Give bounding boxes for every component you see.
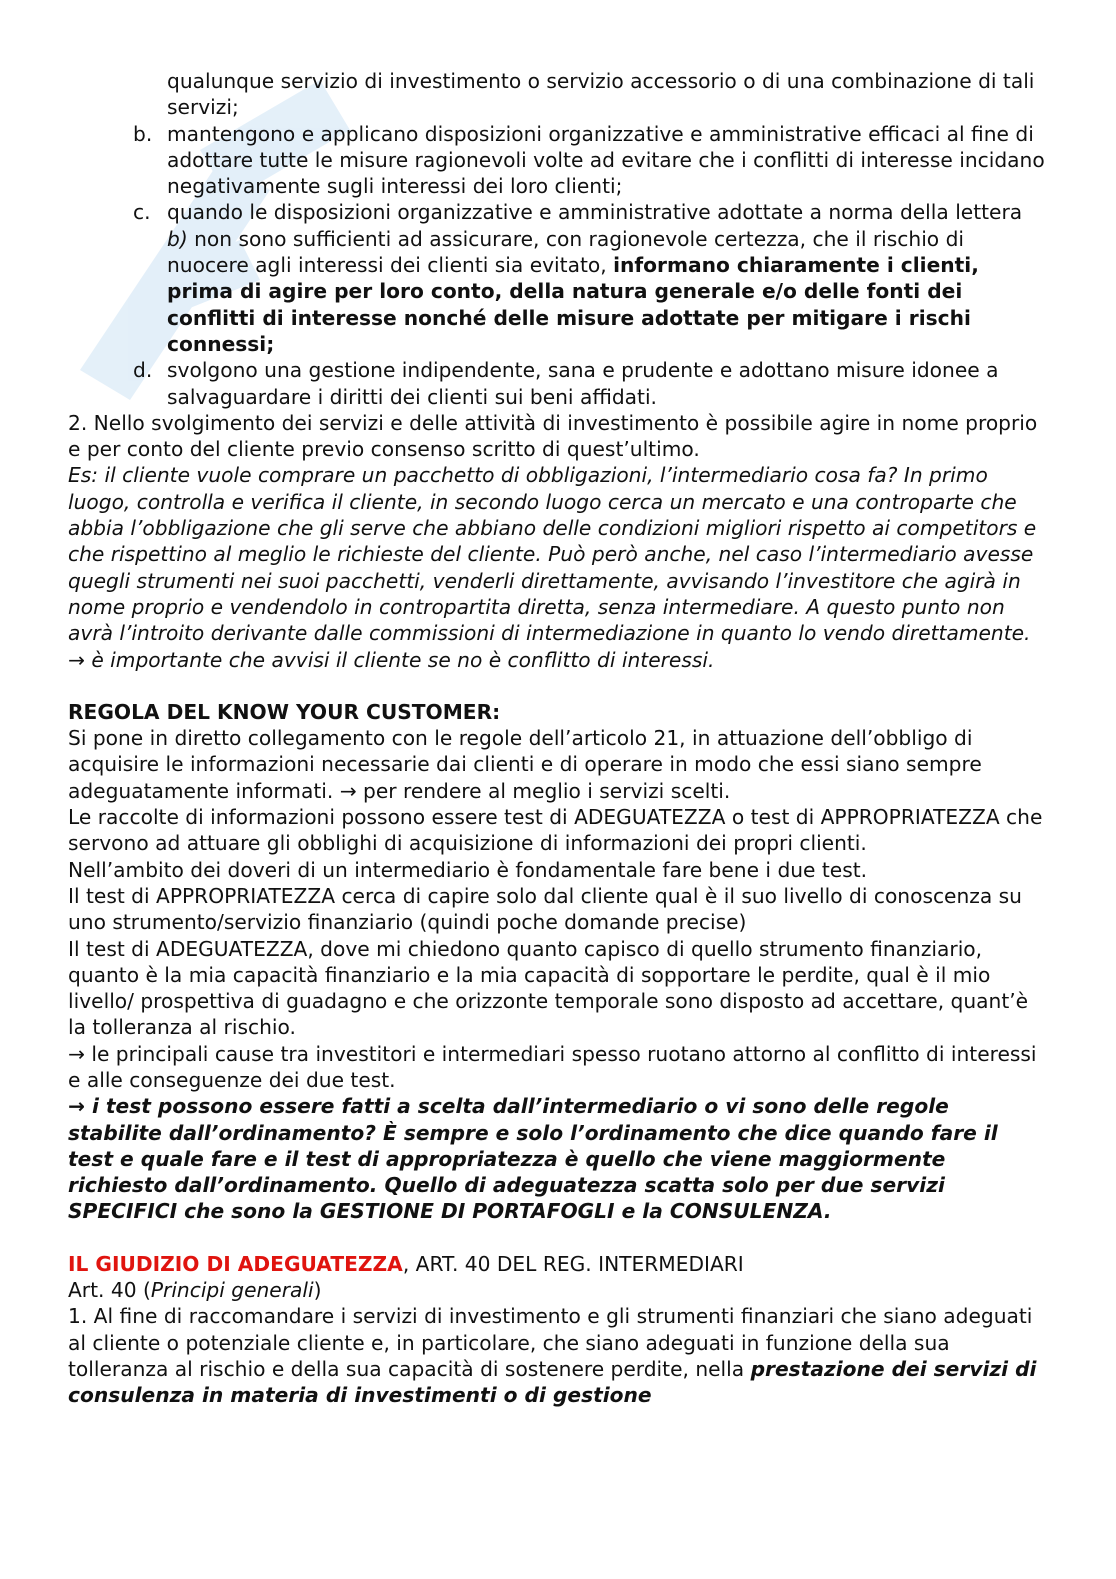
list-text-b: mantengono e applicano disposizioni organizzative e amministrative efficaci al fine di adottare tutte le misure ragionevoli volte ad evitare che i conflitti di interesse incidano negativamente sugli interessi dei loro clienti; [167, 121, 1045, 199]
art40-prefix: Art. 40 ( [68, 1278, 151, 1303]
art40-point-1 [68, 1303, 1048, 1408]
art40-title [68, 1277, 1048, 1303]
kyc-bold-italic-paragraph: → i test possono essere fatti a scelta dall’intermediario o vi sono delle regole stabilite dall’ordinamento? È sempre e solo l’ordinamento che dice quando fare il test e quale fare e il test di appropriatezza è quello che viene maggiormente richiesto dall’ordinamento. Quello di adeguatezza scatta solo per due servizi SPECIFICI che sono la GESTIONE DI PORTAFOGLI e la CONSULENZA. [68, 1094, 998, 1224]
heading-giudizio-rest: , ART. 40 DEL REG. INTERMEDIARI [402, 1251, 744, 1276]
kyc-paragraph-4: Il test di APPROPRIATEZZA cerca di capire solo dal cliente qual è il suo livello di conoscenza su uno strumento/servizio finanziario (quindi poche domande precise) [68, 883, 1022, 935]
list-item-b [68, 121, 1048, 200]
art40-italic: Principi generali [150, 1278, 314, 1303]
list-marker-b: b. [133, 121, 153, 146]
list-text-d: svolgono una gestione indipendente, sana e prudente e adottano misure idonee a salvaguardare i diritti dei clienti sui beni affidati. [167, 358, 999, 409]
kyc-paragraph-5: Il test di ADEGUATEZZA, dove mi chiedono quanto capisco di quello strumento finanziario, quanto è la mia capacità finanziario e la mia capacità di sopportare le perdite, qual è il mio livello/ prospettiva di guadagno e che orizzonte temporale sono disposto ad accettare, quant’è la tolleranza al rischio. [68, 936, 1029, 1040]
list-continuation: qualunque servizio di investimento o servizio accessorio o di una combinazione di tali servizi; [167, 69, 1035, 120]
list-text-c-italic: b) [167, 226, 188, 251]
art40-suffix: ) [313, 1278, 322, 1303]
kyc-paragraph-2: Le raccolte di informazioni possono essere test di ADEGUATEZZA o test di APPROPRIATEZZA che servono ad attuare gli obblighi di acquisizione di informazioni dei propri clienti. [68, 805, 1043, 856]
kyc-paragraph-6: → le principali cause tra investitori e intermediari spesso ruotano attorno al conflitto di interessi e alle conseguenze dei due test. [68, 1041, 1037, 1092]
list-item-c [68, 199, 1048, 357]
list-marker-d: d. [133, 358, 153, 383]
list-marker-c: c. [133, 200, 151, 225]
point-2: 2. Nello svolgimento dei servizi e delle attività di investimento è possibile agire in nome proprio e per conto del cliente previo consenso scritto di quest’ultimo. [68, 410, 1038, 462]
list-item-d [68, 357, 1048, 410]
kyc-paragraph-3: Nell’ambito dei doveri di un intermediario è fondamentale fare bene i due test. [68, 857, 868, 882]
heading-giudizio [68, 1251, 1048, 1277]
example-paragraph: Es: il cliente vuole comprare un pacchetto di obbligazioni, l’intermediario cosa fa? In primo luogo, controlla e verifica il cliente, in secondo luogo cerca un mercato e una controparte che abbia l’obbligazione che gli serve che abbiano delle condizioni migliori rispetto ai competitors e che rispettino al meglio le richieste del cliente. Può però anche, nel caso l’intermediario avesse quegli strumenti nei suoi pacchetti, venderli direttamente, avvisando l’investitore che agirà in nome proprio e vendendolo in contropartita diretta, senza intermediare. A questo punto non avrà l’introito derivante dalle commissioni di intermediazione in quanto lo vendo direttamente. → è importante che avvisi il cliente se no è conflitto di interessi. [68, 463, 1037, 672]
art40-point-1-text: 1. Al fine di raccomandare i servizi di investimento e gli strumenti finanziari che siano adeguati al cliente o potenziale cliente e, in particolare, che siano adeguati in funzione della sua tolleranza al rischio e della sua capacità di sostenere perdite, nella [68, 1304, 1033, 1381]
list-text-c-1: quando le disposizioni organizzative e amministrative adottate a norma della lettera [167, 200, 1023, 225]
kyc-paragraph-1: Si pone in diretto collegamento con le regole dell’articolo 21, in attuazione dell’obbligo di acquisire le informazioni necessarie dai clienti e di operare in modo che essi siano sempre adeguatamente informati. → per rendere al meglio i servizi scelti. [68, 726, 982, 803]
heading-kyc: REGOLA DEL KNOW YOUR CUSTOMER: [68, 699, 501, 724]
heading-giudizio-red: IL GIUDIZIO DI ADEGUATEZZA [68, 1251, 403, 1276]
list-text-c-bold: informano chiaramente i clienti, prima di agire per loro conto, della natura generale e/o delle fonti dei conflitti di interesse nonché delle misure adottate per mitigare i rischi connessi; [167, 253, 979, 356]
document-body [68, 68, 1048, 1409]
list-text-c-2: non sono sufficienti ad assicurare, con ragionevole certezza, che il rischio di nuocere agli interessi dei clienti sia evitato, [167, 226, 964, 278]
art40-point-1-bold: prestazione dei servizi di consulenza in materia di investimenti o di gestione [68, 1356, 1037, 1408]
